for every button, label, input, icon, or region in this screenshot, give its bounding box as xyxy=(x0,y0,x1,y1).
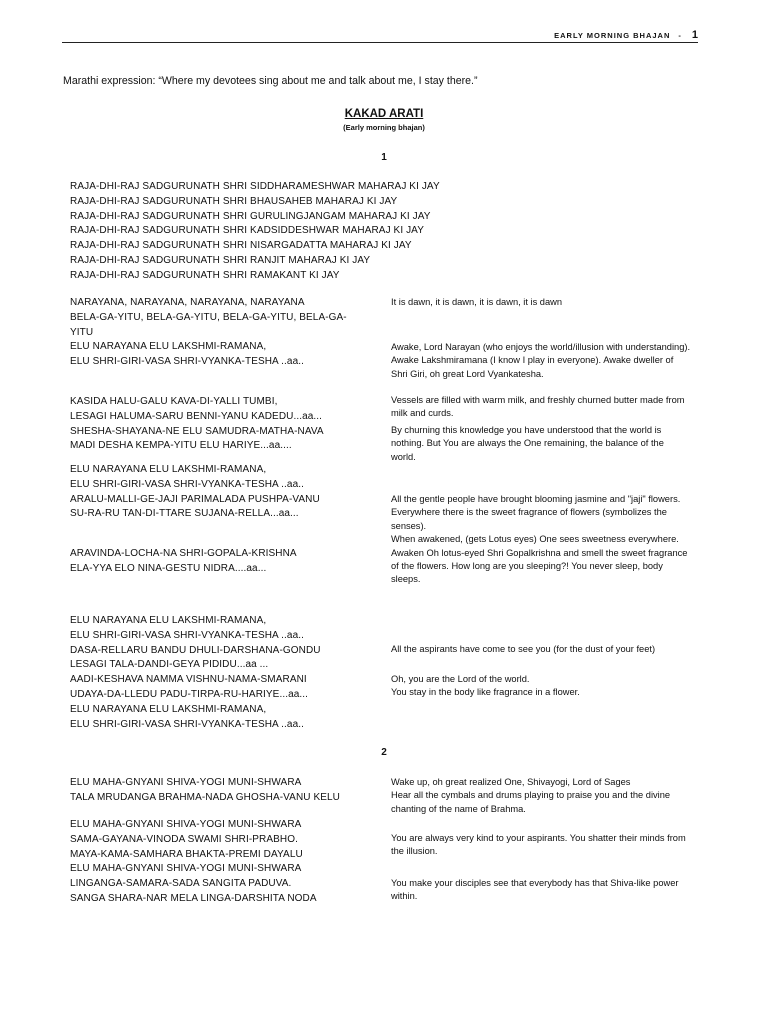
translation-3 xyxy=(391,394,691,421)
verse-line: ELU NARAYANA ELU LAKSHMI-RAMANA, xyxy=(70,615,267,626)
header-dash: - xyxy=(678,31,682,40)
header-title xyxy=(554,29,698,41)
verse-line: ELU SHRI-GIRI-VASA SHRI-VYANKA-TESHA ..aa.. xyxy=(70,478,304,490)
translation-1 xyxy=(391,296,691,309)
verse-line: MADI DESHA KEMPA-YITU ELU HARIYE...aa.... xyxy=(70,440,292,452)
verse-line: RAJA-DHI-RAJ SADGURUNATH SHRI RANJIT MAHARAJ KI JAY xyxy=(70,254,371,266)
translation-8 xyxy=(391,686,691,699)
verse-line: ELU MAHA-GNYANI SHIVA-YOGI MUNI-SHWARA xyxy=(70,777,302,788)
verse-line: RAJA-DHI-RAJ SADGURUNATH SHRI GURULINGJANGAM MAHARAJ KI JAY xyxy=(70,210,431,222)
page-header xyxy=(62,22,698,43)
verse-line: ELU MAHA-GNYANI SHIVA-YOGI MUNI-SHWARA xyxy=(70,863,302,875)
verse-line: SAMA-GAYANA-VINODA SWAMI SHRI-PRABHO. xyxy=(70,833,298,845)
verse-block-e xyxy=(70,614,321,732)
verse-line: ARALU-MALLI-GE-JAJI PARIMALADA PUSHPA-VANU xyxy=(70,493,320,505)
translation-text: You make your disciples see that everybody has that Shiva-like power within. xyxy=(391,878,679,902)
verse-line: DASA-RELLARU BANDU DHULI-DARSHANA-GONDU xyxy=(70,644,321,656)
translation-2 xyxy=(391,341,691,381)
verse-block-d xyxy=(70,547,297,577)
translation-4 xyxy=(391,424,691,464)
verse-line: LESAGI TALA-DANDI-GEYA PIDIDU...aa ... xyxy=(70,659,269,671)
verse-line: AADI-KESHAVA NAMMA VISHNU-NAMA-SMARANI xyxy=(70,674,307,686)
verse-line: ELU NARAYANA ELU LAKSHMI-RAMANA, xyxy=(70,703,267,715)
translation-5 xyxy=(391,493,691,587)
verse-line: LINGANGA-SAMARA-SADA SANGITA PADUVA. xyxy=(70,878,292,890)
verse-line: RAJA-DHI-RAJ SADGURUNATH SHRI BHAUSAHEB MAHARAJ KI JAY xyxy=(70,195,398,207)
verse-line: RAJA-DHI-RAJ SADGURUNATH SHRI RAMAKANT KI JAY xyxy=(70,269,340,281)
page-number: 1 xyxy=(691,29,698,41)
page-subtitle: (Early morning bhajan) xyxy=(343,123,425,132)
verse-line: SANGA SHARA-NAR MELA LINGA-DARSHITA NODA xyxy=(70,892,317,904)
translation-text: Wake up, oh great realized One, Shivayogi, Lord of Sages xyxy=(391,777,631,787)
verse-line: ELU SHRI-GIRI-VASA SHRI-VYANKA-TESHA ..aa.. xyxy=(70,356,304,368)
verse-line: ELU MAHA-GNYANI SHIVA-YOGI MUNI-SHWARA xyxy=(70,819,302,830)
section-2-number: 2 xyxy=(381,747,387,758)
translation-7 xyxy=(391,673,691,686)
verse-line: RAJA-DHI-RAJ SADGURUNATH SHRI KADSIDDESHWAR MAHARAJ KI JAY xyxy=(70,225,424,237)
translation-text: Vessels are filled with warm milk, and freshly churned butter made from milk and curds. xyxy=(391,395,685,419)
translation-11 xyxy=(391,877,691,904)
translation-text: Awake, Lord Narayan (who enjoys the world/illusion with understanding). Awake Lakshmiramana (I know I play in everyone). Awake dweller of Shri Giri, oh great Lord Vyankatesha. xyxy=(391,342,691,379)
intro-quote: Marathi expression: “Where my devotees sing about me and talk about me, I stay there.” xyxy=(63,75,478,87)
translation-text: You stay in the body like fragrance in a flower. xyxy=(391,687,580,697)
verse-line: NARAYANA, NARAYANA, NARAYANA, NARAYANA xyxy=(70,297,305,308)
verse-line: SU-RA-RU TAN-DI-TTARE SUJANA-RELLA...aa... xyxy=(70,508,299,520)
translation-text: Oh, you are the Lord of the world. xyxy=(391,674,530,684)
verse-line: SHESHA-SHAYANA-NE ELU SAMUDRA-MATHA-NAVA xyxy=(70,425,324,437)
verse-line: RAJA-DHI-RAJ SADGURUNATH SHRI SIDDHARAMESHWAR MAHARAJ KI JAY xyxy=(70,181,440,192)
header-title-text: EARLY MORNING BHAJAN xyxy=(554,31,671,40)
translation-text: Everywhere there is the sweet fragrance of flowers (symbolizes the senses). xyxy=(391,507,667,531)
verse-line: ELU NARAYANA ELU LAKSHMI-RAMANA, xyxy=(70,341,267,353)
verse-line: ELU SHRI-GIRI-VASA SHRI-VYANKA-TESHA ..aa.. xyxy=(70,629,304,641)
section-1-number: 1 xyxy=(381,152,387,163)
verse-line: UDAYA-DA-LLEDU PADU-TIRPA-RU-HARIYE...aa... xyxy=(70,688,309,700)
verse-block-a xyxy=(70,296,347,370)
translation-text: You are always very kind to your aspirants. You shatter their minds from the illusion. xyxy=(391,833,686,857)
translation-text: of the flowers. How long are you sleeping?! You never sleep, body sleeps. xyxy=(391,561,663,585)
verse-line: MAYA-KAMA-SAMHARA BHAKTA-PREMI DAYALU xyxy=(70,848,303,860)
verse-line: TALA MRUDANGA BRAHMA-NADA GHOSHA-VANU KELU xyxy=(70,791,340,803)
translation-text: All the gentle people have brought blooming jasmine and "jaji" flowers. xyxy=(391,494,681,504)
verse-line: ARAVINDA-LOCHA-NA SHRI-GOPALA-KRISHNA xyxy=(70,548,297,559)
translation-text: When awakened, (gets Lotus eyes) One sees sweetness everywhere. Awaken Oh lotus-eyed Shri Gopalkrishna and smell the sweet fragrance xyxy=(391,534,688,558)
verse-line: ELU NARAYANA ELU LAKSHMI-RAMANA, xyxy=(70,464,267,475)
translation-text: It is dawn, it is dawn, it is dawn, it is dawn xyxy=(391,297,563,307)
translation-text: All the aspirants have come to see you (for the dust of your feet) xyxy=(391,644,656,654)
page-title: KAKAD ARATI xyxy=(344,108,424,120)
verse-line: YITU xyxy=(70,326,94,338)
verse-line: BELA-GA-YITU, BELA-GA-YITU, BELA-GA-YITU, BELA-GA- xyxy=(70,311,347,323)
translation-9 xyxy=(391,776,691,816)
verse-line: ELA-YYA ELO NINA-GESTU NIDRA....aa... xyxy=(70,562,267,574)
translation-text: Hear all the cymbals and drums playing to praise you and the divine chanting of the name of Brahma. xyxy=(391,790,671,814)
verse-block-c xyxy=(70,463,320,522)
verse-block-g xyxy=(70,818,317,907)
translation-6 xyxy=(391,643,691,656)
verse-block-f xyxy=(70,776,340,806)
translation-10 xyxy=(391,832,691,859)
verse-line: RAJA-DHI-RAJ SADGURUNATH SHRI NISARGADATTA MAHARAJ KI JAY xyxy=(70,240,412,252)
invocation-block xyxy=(70,180,440,284)
verse-line: KASIDA HALU-GALU KAVA-DI-YALLI TUMBI, xyxy=(70,396,278,407)
verse-line: ELU SHRI-GIRI-VASA SHRI-VYANKA-TESHA ..aa.. xyxy=(70,718,304,730)
verse-block-b xyxy=(70,395,324,454)
translation-text: By churning this knowledge you have understood that the world is nothing. But You are always the One remaining, the balance of the world. xyxy=(391,425,664,462)
verse-line: LESAGI HALUMA-SARU BENNI-YANU KADEDU...aa... xyxy=(70,410,323,422)
